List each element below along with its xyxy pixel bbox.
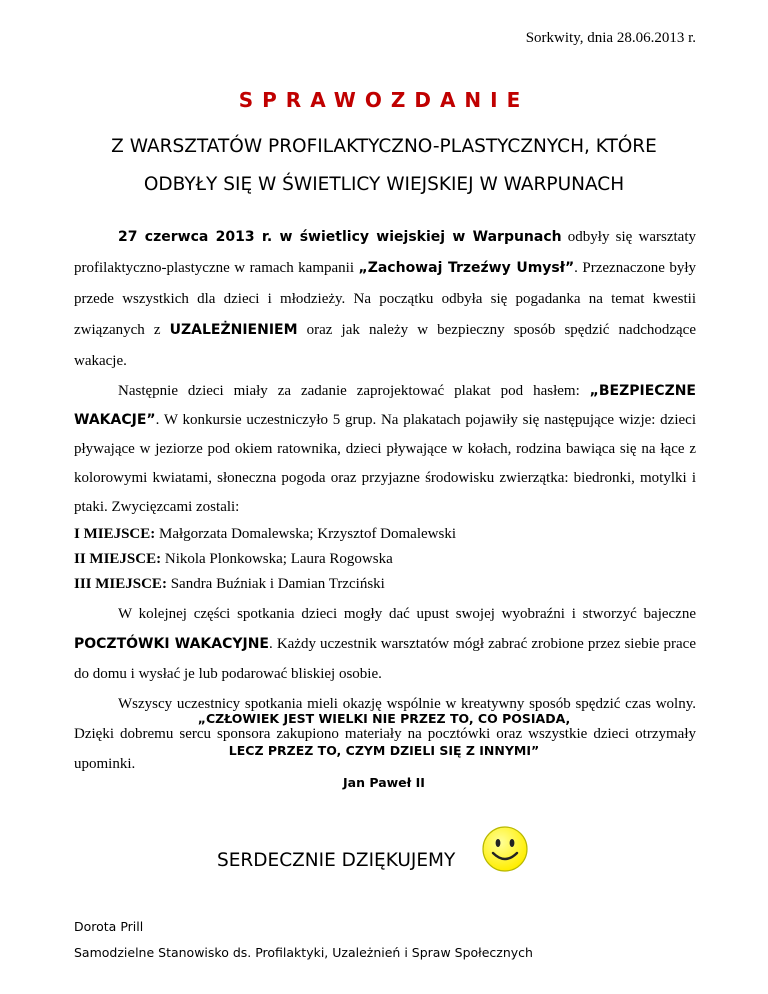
signature-name: Dorota Prill: [74, 919, 144, 934]
winner-row: [74, 572, 696, 597]
paragraph-text: . W konkursie uczestniczyło 5 grup. Na plakatach pojawiły się następujące wizje: dzieci pływające w jeziorze pod okiem ratownika, dzieci pływające w kołach, rodzina bawiąca się na łące z kolorowymi kwiatami, słoneczna pogoda oraz przyjazne środowisku zwierzątka: biedronki, motylki i ptaki. Zwycięzcami zostali:: [74, 412, 696, 515]
subtitle-line-2: ODBYŁY SIĘ W ŚWIETLICY WIEJSKIEJ W WARPUNACH: [143, 174, 625, 195]
smiley-face: [483, 827, 527, 871]
quote-line-1: „CZŁOWIEK JEST WIELKI NIE PRZEZ TO, CO POSIADA,: [197, 711, 571, 726]
report-body: [74, 222, 696, 779]
paragraph-summary: [74, 689, 696, 779]
winner-place: I MIEJSCE:: [74, 526, 156, 542]
subtitle-line-1: Z WARSZTATÓW PROFILAKTYCZNO-PLASTYCZNYCH, KTÓRE: [111, 136, 657, 157]
winner-row: [74, 522, 696, 547]
paragraph-text: oraz jak należy w bezpieczny sposób spędzić nadchodzące wakacje.: [74, 322, 696, 369]
paragraph-text: . Przeznaczone były przede wszystkich dla dzieci i młodzieży. Na początku odbyła się pogadanka na temat kwestii związanych z: [74, 260, 696, 338]
postcards-highlight: POCZTÓWKI WAKACYJNE: [74, 636, 269, 652]
event-date-place: 27 czerwca 2013 r. w świetlicy wiejskiej w Warpunach: [118, 229, 562, 245]
campaign-name: „Zachowaj Trzeźwy Umysł”: [358, 260, 575, 276]
paragraph-intro: [74, 222, 696, 377]
quote-author: Jan Paweł II: [343, 775, 425, 790]
document-title: SPRAWOZDANIE: [238, 88, 530, 112]
winner-row: [74, 547, 696, 572]
paragraph-text: W kolejnej części spotkania dzieci mogły dać upust swojej wyobraźni i stworzyć bajeczne: [118, 606, 696, 622]
smiley-left-eye: [496, 839, 501, 847]
paragraph-poster-contest: [74, 377, 696, 522]
quote-line-2: LECZ PRZEZ TO, CZYM DZIELI SIĘ Z INNYMI”: [228, 743, 540, 758]
smiley-right-eye: [510, 839, 515, 847]
winner-names: Małgorzata Domalewska; Krzysztof Domalewski: [155, 526, 457, 542]
winner-place: III MIEJSCE:: [74, 576, 167, 592]
paragraph-text: odbyły się warsztaty profilaktyczno-plastyczne w ramach kampanii: [74, 229, 696, 276]
smiley-face-icon: [481, 825, 529, 873]
paragraph-postcards: [74, 599, 696, 689]
paragraph-text: . Każdy uczestnik warsztatów mógł zabrać zrobione przez siebie prace do domu i wysłać je lub podarować bliskiej osobie.: [74, 636, 696, 682]
winner-names: Nikola Plonkowska; Laura Rogowska: [161, 551, 393, 567]
signature-position: Samodzielne Stanowisko ds. Profilaktyki, Uzależnień i Spraw Społecznych: [74, 945, 533, 960]
paragraph-text: Wszyscy uczestnicy spotkania mieli okazję wspólnie w kreatywny sposób spędzić czas wolny. Dzięki dobremu sercu sponsora zakupiono materiały na pocztówki oraz wszystkie dzieci otrzymały upominki.: [74, 696, 696, 772]
winner-names: Sandra Buźniak i Damian Trzciński: [166, 576, 385, 592]
paragraph-text: Następnie dzieci miały za zadanie zaprojektować plakat pod hasłem:: [118, 383, 590, 399]
winner-place: II MIEJSCE:: [74, 551, 162, 567]
poster-slogan: „BEZPIECZNE WAKACJE”: [74, 383, 696, 428]
winners-list: [74, 522, 696, 597]
document-date: Sorkwity, dnia 28.06.2013 r.: [525, 30, 696, 46]
keyword-addiction: UZALEŻNIENIEM: [169, 322, 298, 338]
thanks-heading: SERDECZNIE DZIĘKUJEMY: [217, 850, 456, 871]
